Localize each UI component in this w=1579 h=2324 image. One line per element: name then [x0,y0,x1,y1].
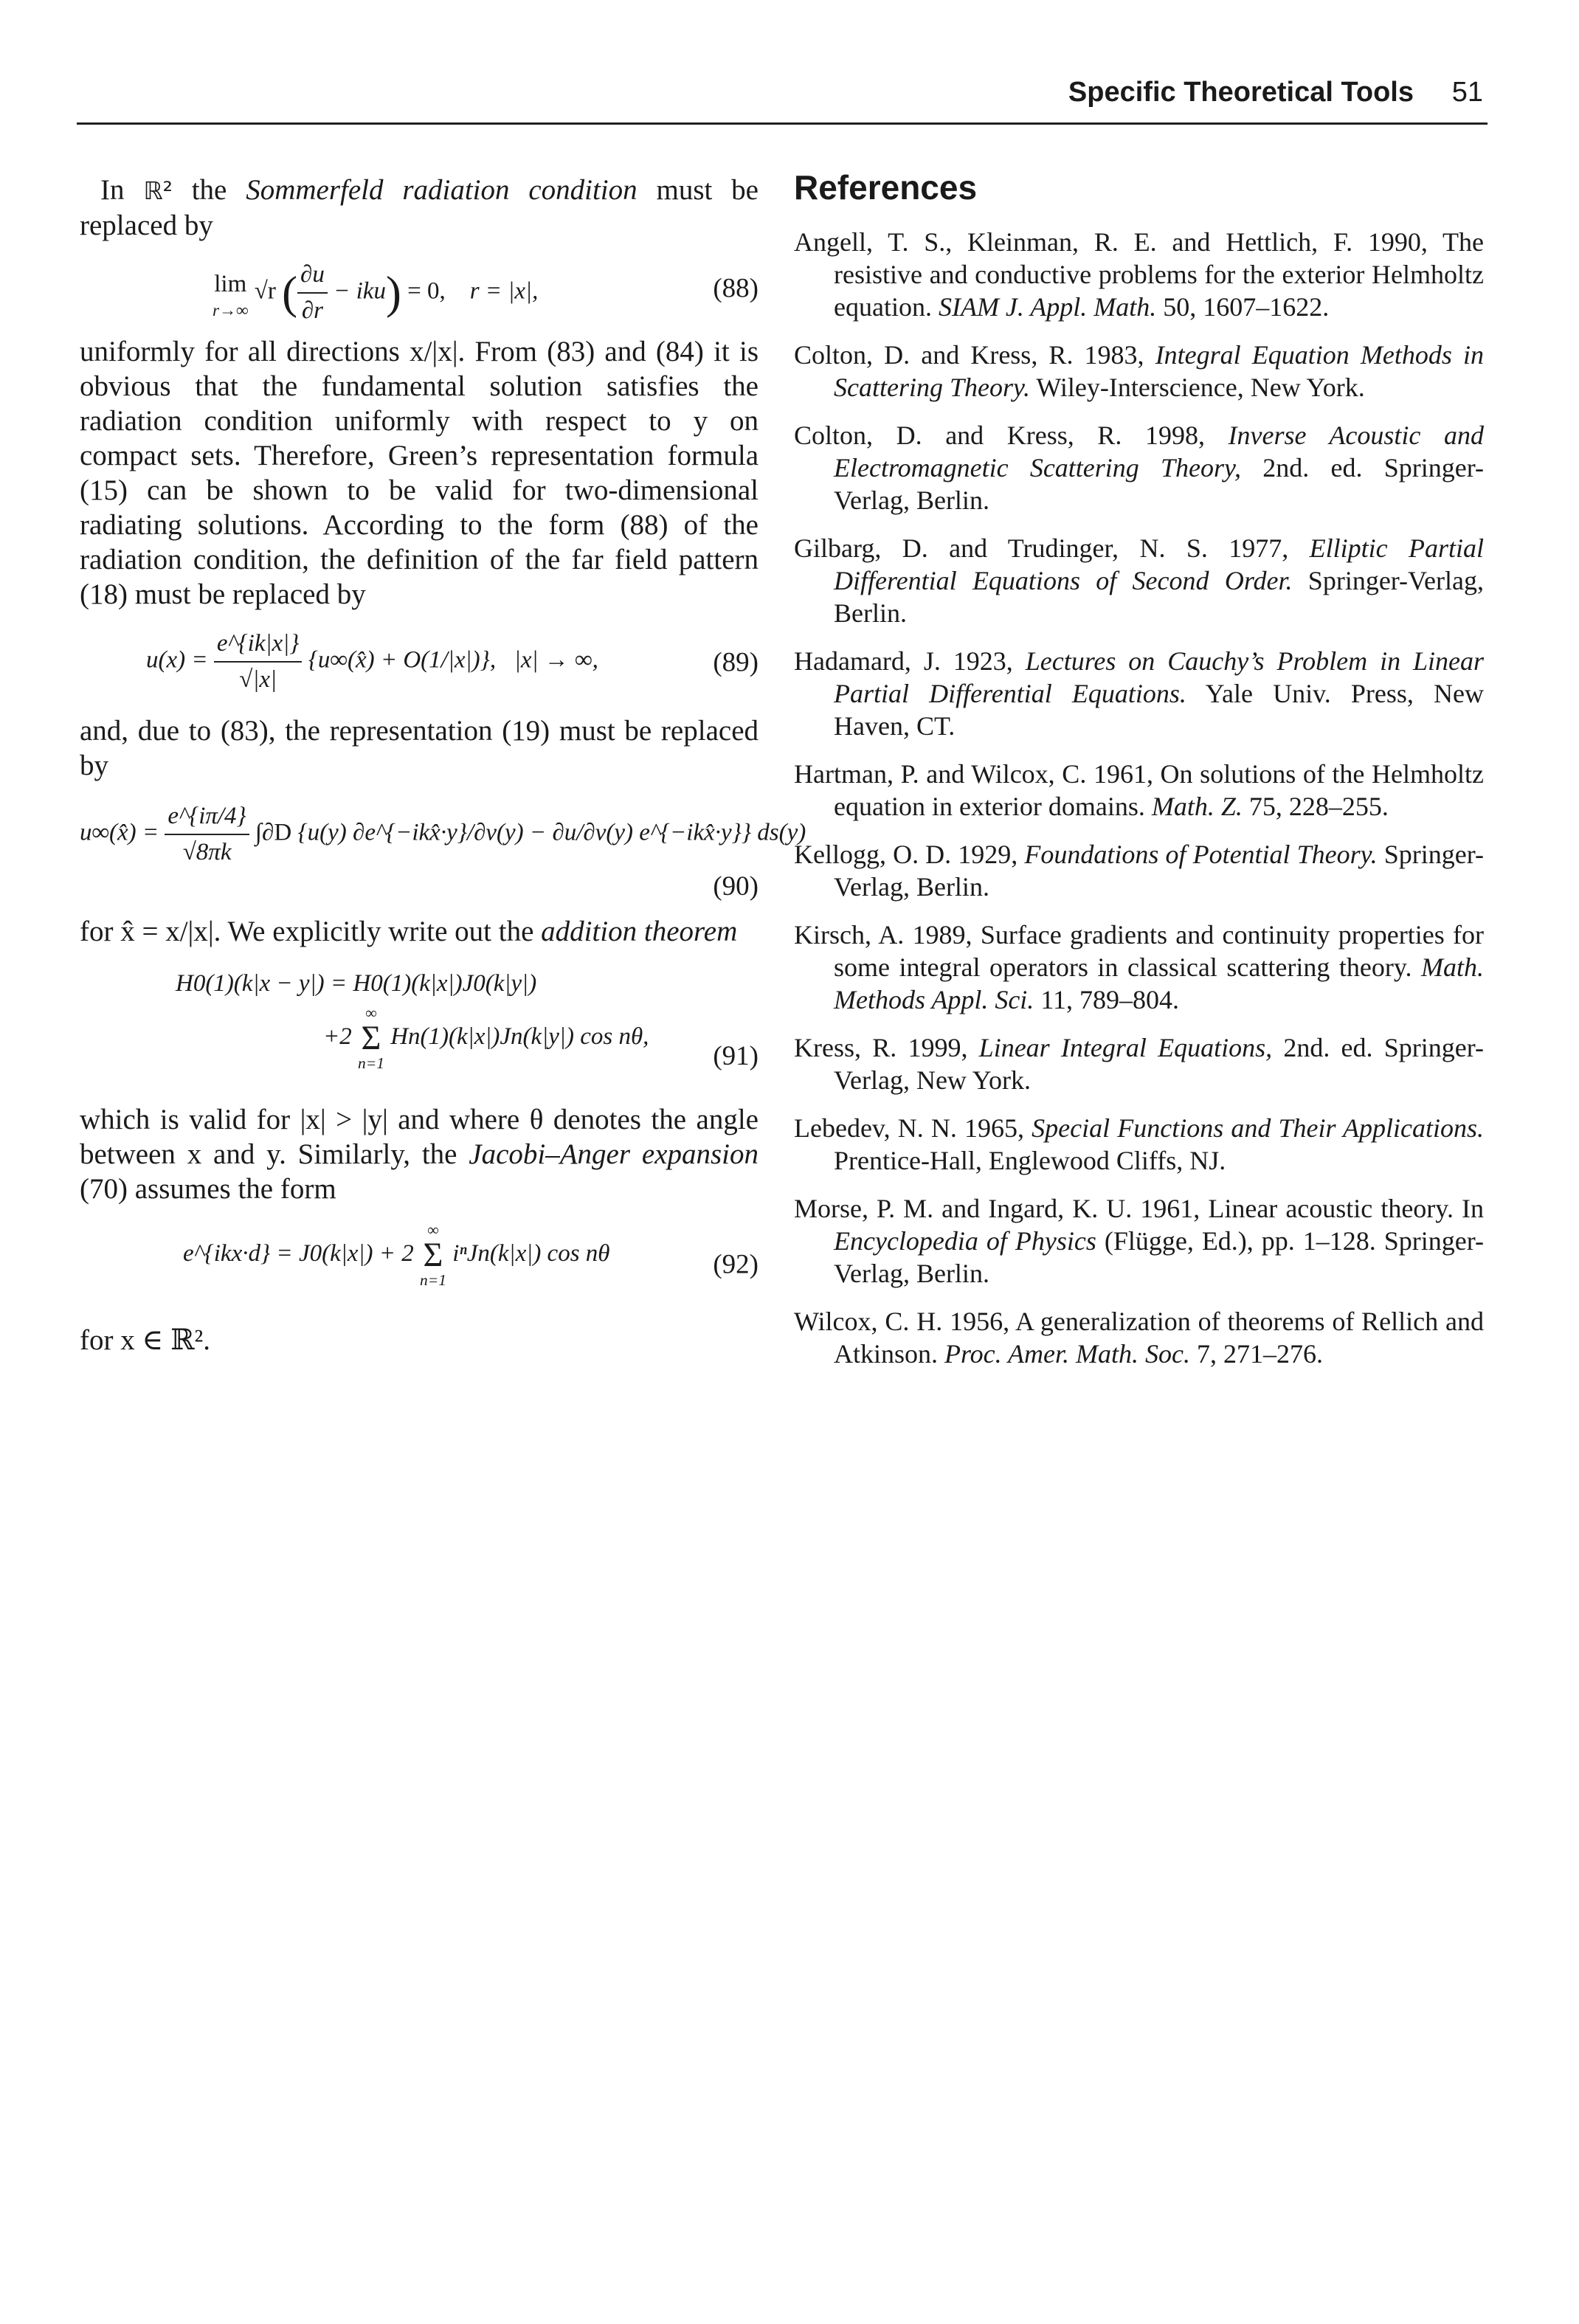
references-heading: References [794,168,978,207]
sum-body: iⁿJn(k|x|) cos nθ [452,1240,610,1268]
reference-text: Colton, D. and Kress, R. 1998, [794,421,1229,450]
page-number: 51 [1451,77,1483,108]
reference-text: 2nd. ed. Springer-Verlag, New York. [834,1033,1484,1095]
reference-item [794,1192,1484,1290]
references-column [794,168,1485,1386]
summation: ∞ Σ n=1 [358,1004,384,1072]
reference-title: Math. Methods Appl. Sci. [834,952,1484,1014]
eq-lhs: u(x) = [146,646,208,674]
page-header [77,71,1488,125]
reference-text: Wilcox, C. H. 1956, A generalization of theorems of Rellich and Atkinson. [794,1307,1484,1369]
paragraph-3: and, due to (83), the representation (19) must be replaced by [80,715,759,781]
reference-text: (Flügge, Ed.), pp. 1–128. Springer-Verlag, Berlin. [834,1226,1484,1288]
sqrt-r: √r [254,277,276,305]
reference-title: Integral Equation Methods in Scattering Theory. [834,340,1484,402]
text: (70) assumes the form [80,1173,336,1205]
reference-title: Encyclopedia of Physics [834,1226,1096,1256]
equation-88: lim r→∞ √r ( $\frac{\partial u}{\partial r}$ − iku) = 0, r = |x|, (88) [80,253,759,324]
summation: ∞ Σ n=1 [420,1221,446,1289]
eq-condition: |x| → ∞, [514,646,598,674]
jacobi-anger-term: Jacobi–Anger expansion [469,1138,759,1170]
text: In [100,174,144,206]
paragraph-5 [80,1102,759,1206]
equation-number: (91) [713,1041,759,1071]
r2-symbol: ℝ² [143,176,173,205]
reference-text: Hadamard, J. 1923, [794,646,1026,676]
reference-text: Kress, R. 1999, [794,1033,979,1062]
eq-rhs: = 0, [407,277,446,305]
reference-text: Lebedev, N. N. 1965, [794,1113,1032,1143]
text: the [172,174,246,206]
reference-item [794,226,1484,323]
text: which is valid for |x| > |y| and where θ denotes the angle between x and y. Similarly, the [80,1104,759,1170]
equation-91 [80,959,759,1092]
eq-lhs: e^{ikx·d} = J0(k|x|) + 2 [183,1240,414,1268]
text: for x̂ = x/|x|. We explicitly write out the [80,916,542,947]
text: must be replaced by [80,174,759,241]
coefficient: +2 [323,1023,352,1051]
equation-number: (88) [713,273,759,304]
eq-body: {u(y) ∂e^{−ikx̂·y}/∂ν(y) − ∂u/∂ν(y) e^{−ikx̂·y}} ds(y) [297,819,806,846]
addition-theorem-term: addition theorem [541,916,738,947]
equation-89 [80,622,759,703]
reference-title: Proc. Amer. Math. Soc. [944,1339,1190,1369]
reference-text: Wiley-Interscience, New York. [1029,373,1365,402]
iku-term: − iku [334,277,386,305]
equation-92 [80,1217,759,1313]
reference-text: Kirsch, A. 1989, Surface gradients and continuity properties for some integral operators in classical scattering theory. [794,920,1484,982]
sommerfeld-term: Sommerfeld radiation condition [246,174,638,206]
reference-text: Hartman, P. and Wilcox, C. 1961, On solutions of the Helmholtz equation in exterior domains. [794,759,1484,821]
reference-item [794,532,1484,629]
left-column [80,173,806,1358]
reference-item [794,645,1484,742]
reference-item [794,1031,1484,1096]
reference-title: Elliptic Partial Differential Equations of Second Order. [834,533,1484,595]
integral-symbol: ∫∂D [255,819,292,846]
equation-90 [80,793,806,904]
reference-title: Special Functions and Their Applications. [1032,1113,1484,1143]
running-title: Specific Theoretical Tools [1068,77,1414,108]
reference-text: 2nd. ed. Springer-Verlag, Berlin. [834,453,1484,515]
reference-item [794,1305,1484,1370]
eq-condition: r = |x|, [469,277,539,305]
reference-title: Linear Integral Equations, [978,1033,1273,1062]
reference-text: Morse, P. M. and Ingard, K. U. 1961, Linear acoustic theory. In [794,1194,1484,1223]
reference-item [794,919,1484,1016]
fraction-du-dr: $\frac{\partial u}{\partial r}$ [297,257,328,328]
reference-item [794,758,1484,823]
eq-lhs: u∞(x̂) = [80,819,159,846]
paragraph-6: for x ∈ ℝ². [80,1324,210,1356]
reference-text: Colton, D. and Kress, R. 1983, [794,340,1155,370]
reference-title: Inverse Acoustic and Electromagnetic Scattering Theory, [834,421,1484,483]
reference-text: Angell, T. S., Kleinman, R. E. and Hettlich, F. 1990, The resistive and conductive problems for the exterior Helmholtz equation. [794,227,1484,322]
reference-text: 75, 228–255. [1242,792,1389,821]
limit: lim r→∞ [213,270,249,319]
paragraph-4 [80,914,759,949]
reference-title: Lectures on Cauchy’s Problem in Linear Partial Differential Equations. [834,646,1485,708]
equation-number: (90) [713,871,759,902]
reference-item [794,1112,1484,1177]
paragraph-1 [80,173,759,243]
reference-text: 11, 789–804. [1034,985,1179,1014]
reference-item [794,419,1484,516]
fraction-prefactor: $\frac{e\^{}\{i\pi/4\}}{√8\pi k}$ [165,799,249,870]
sum-body: Hn(1)(k|x|)Jn(k|y|) cos nθ, [390,1023,649,1051]
reference-title: Math. Z. [1151,792,1243,821]
reference-text: Prentice-Hall, Englewood Cliffs, NJ. [834,1146,1226,1175]
paragraph-2: uniformly for all directions x/|x|. From (83) and (84) it is obvious that the fundamental solution satisfies the radiation condition uniformly with respect to y on compact sets. Therefore, Green’s representation formula (15) can be shown to be valid for two-dimensional radiating solutions. According to the form (88) of the radiation condition, the definition of the far field pattern (18) must be replaced by [80,336,759,610]
reference-text: 7, 271–276. [1189,1339,1323,1369]
reference-title: SIAM J. Appl. Math. [938,292,1157,322]
eq-body: {u∞(x̂) + O(1/|x|)}, [308,646,497,674]
reference-text: Kellogg, O. D. 1929, [794,840,1025,869]
equation-number: (89) [713,647,759,678]
reference-item [794,838,1484,903]
reference-text: Gilbarg, D. and Trudinger, N. S. 1977, [794,533,1310,563]
equation-number: (92) [713,1249,759,1280]
reference-text: 50, 1607–1622. [1156,292,1330,322]
reference-title: Foundations of Potential Theory. [1024,840,1378,869]
reference-list [794,226,1484,1370]
fraction-exp-sqrt: $\frac{e\^{}\{ik|x|\}}{√|x|}$ [214,626,303,697]
reference-item [794,339,1484,404]
reference-text: Springer-Verlag, Berlin. [834,566,1485,628]
reference-text: Yale Univ. Press, New Haven, CT. [834,679,1484,741]
eq91-line-1: H0(1)(k|x − y|) = H0(1)(k|x|)J0(k|y|) [176,970,537,997]
reference-text: Springer-Verlag, Berlin. [834,840,1484,902]
